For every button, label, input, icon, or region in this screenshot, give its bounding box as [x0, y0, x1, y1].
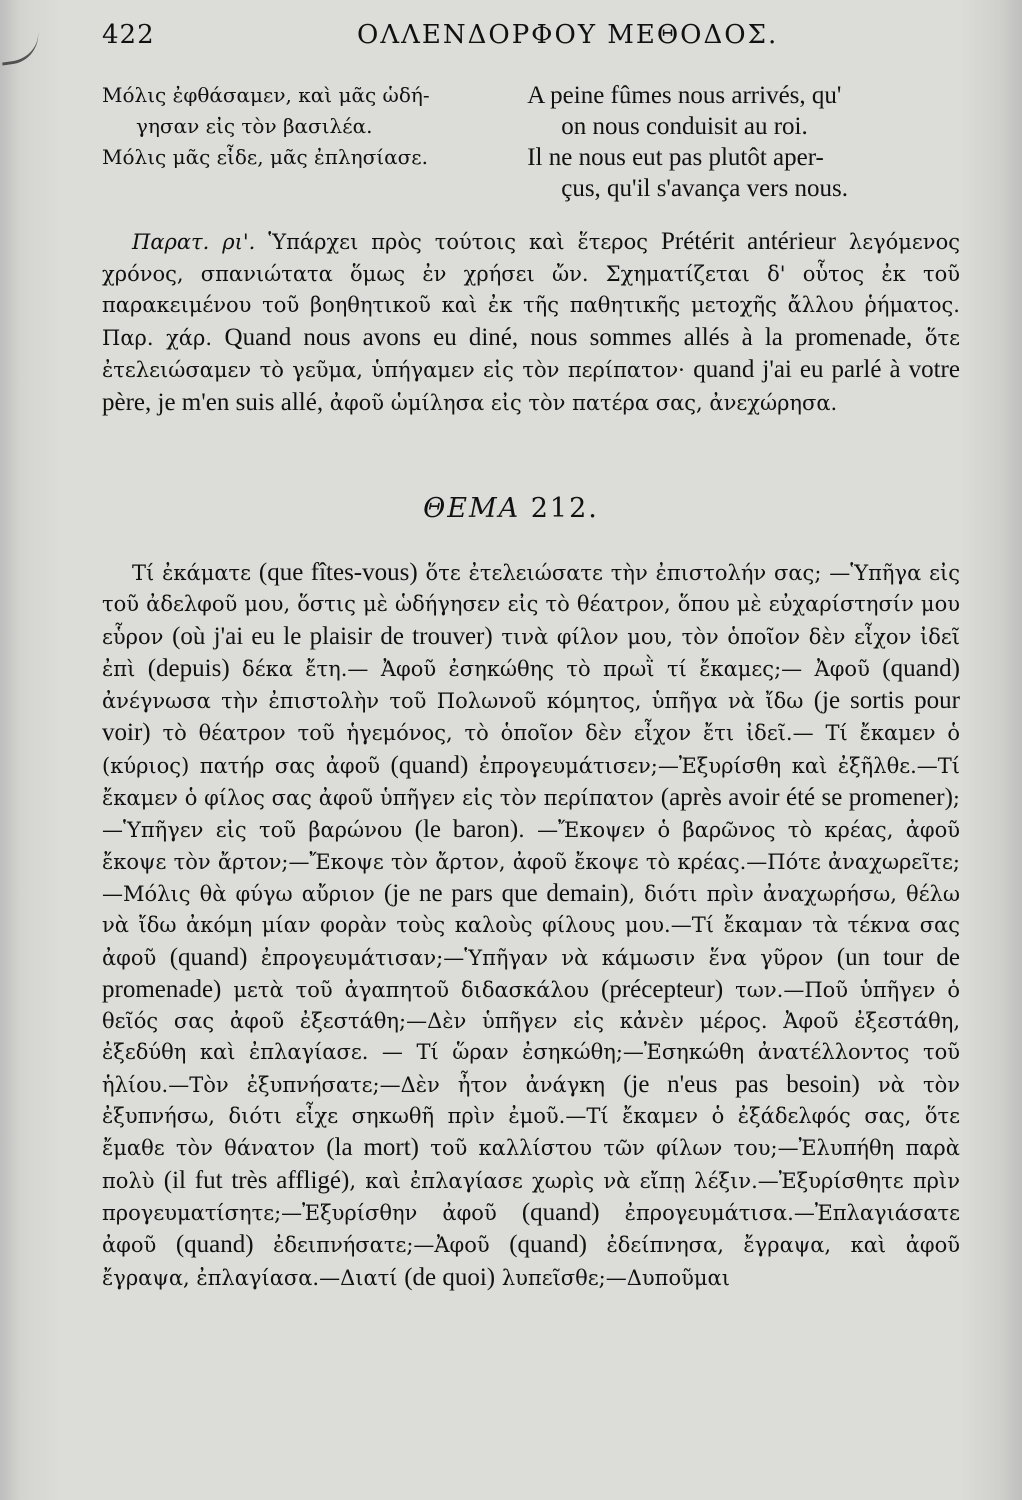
greek-line: Μόλις ἐφθάσαμεν, καὶ μᾶς ὡδή-: [102, 83, 430, 107]
theme-heading: [0, 493, 1022, 524]
french-gloss: (de quoi): [404, 1263, 496, 1291]
greek-column: [102, 80, 517, 142]
french-gloss: (quand): [390, 751, 469, 779]
note-label: Παρατ. ρι'.: [132, 230, 256, 254]
greek-line: Μόλις μᾶς εἶδε, μᾶς ἐπλησίασε.: [102, 145, 428, 169]
french-gloss: (après avoir été se promener): [660, 784, 953, 812]
theme-number: 212.: [530, 493, 599, 524]
greek-text: ἐδειπνήσατε;—Ἀφοῦ: [253, 1233, 510, 1258]
greek-text: , διότι πρὶν ἀναχωρήσω, θέλω νὰ ἴδω ἀκόμη μίαν φορὰν τοὺς καλοὺς φίλους μου.—Τί ἔκαμαν τὰ τέκνα σας ἀφοῦ: [102, 881, 961, 970]
french-gloss: (il fut très affligé): [163, 1166, 350, 1194]
greek-text: ἐπρογευμάτισεν;—Ἐξυρίσθη καὶ ἐξῆλθε.—Τί ἔκαμεν ὁ φίλος σας ἀφοῦ ὑπῆγεν εἰς τὸν περίπατον: [102, 753, 961, 811]
french-line: Il ne nous eut pas plutôt aper-: [527, 144, 824, 171]
french-column: [517, 142, 982, 204]
greek-text: ὅτε ἐτελειώσατε τὴν ἐπιστολήν σας; —Ὑπῆγα εἰς τοῦ ἀδελφοῦ μου, ὅστις μὲ ὡδήγησεν εἰς τὸ θέατρον, ὅπου μὲ εὐχαρίστησίν μου εὗρον: [102, 561, 960, 649]
french-gloss: (un tour de promenade): [102, 943, 960, 1003]
french-example: Quand nous avons eu diné, nous sommes allés à la promenade,: [224, 323, 913, 351]
french-line: çus, qu'il s'avança vers nous.: [561, 175, 848, 202]
french-gloss: (je sortis pour voir): [102, 687, 960, 747]
greek-text: των.—Ποῦ ὑπῆγεν ὁ θεῖός σας ἀφοῦ ἐξεστάθη;—Δὲν ὑπῆγεν εἰς κἀνὲν μέρος. Ἀφοῦ ἐξεστάθη, ἐξεδύθη καὶ ἐπλαγίασε. — Τί ὥραν ἐσηκώθη;—Ἐσηκώθη ἀνατέλλοντος τοῦ ἡλίου.—Τὸν ἐξυπνήσατε;—Δὲν ἦτον ἀνάγκη: [102, 977, 961, 1097]
theme-label: ΘΕΜΑ: [423, 493, 521, 524]
page-number: 422: [102, 20, 155, 50]
greek-text: δέκα ἔτη.— Ἀφοῦ ἐσηκώθης τὸ πρωῒ τί ἔκαμες;— Ἀφοῦ: [229, 656, 883, 681]
note-text: Ὑπάρχει πρὸς τούτοις καὶ ἕτερος: [255, 230, 661, 254]
greek-column: [102, 142, 517, 204]
bilingual-examples: [102, 80, 982, 204]
greek-text: ;—Ὑπῆγεν εἰς τοῦ βαρώνου: [102, 786, 960, 843]
french-example: quand j'ai eu parlé à votre père, je m'en suis allé,: [102, 356, 960, 416]
greek-text: τὸ θέατρον τοῦ ἡγεμόνος, τὸ ὁποῖον δὲν εἶχον ἔτι ἰδεῖ.— Τί ἔκαμεν ὁ (κύριος) πατήρ σας ἀφοῦ: [102, 721, 960, 778]
french-gloss: (je ne pars que demain): [383, 879, 629, 907]
french-gloss: (quand): [169, 943, 248, 971]
greek-text: . —Ἔκοψεν ὁ βαρῶνος τὸ κρέας, ἀφοῦ ἔκοψε τὸν ἄρτον;—Ἔκοψε τὸν ἄρτον, ἀφοῦ ἔκοψε τὸ κρέας.—Πότε ἀναχωρεῖτε;—Μόλις θὰ φύγω αὔριον: [102, 818, 960, 906]
grammar-note: [102, 226, 960, 419]
greek-line: γησαν εἰς τὸν βασιλέα.: [136, 114, 373, 138]
page-edge-mark: [0, 27, 42, 65]
greek-text: ἐδείπνησα, ἔγραψα, καὶ ἀφοῦ ἔγραψα, ἐπλαγίασα.—Διατί: [102, 1233, 960, 1290]
greek-text: Τί ἐκάματε: [132, 561, 259, 585]
french-gloss: (quand): [509, 1231, 587, 1259]
french-gloss: (quand): [175, 1231, 254, 1259]
greek-text: ἐπρογευμάτισα.—Ἐπλαγιάσατε ἀφοῦ: [102, 1200, 960, 1258]
french-gloss: (où j'ai eu le plaisir de trouver): [172, 622, 493, 650]
french-gloss: (je n'eus pas besoin): [623, 1070, 860, 1098]
french-gloss: (précepteur): [601, 975, 724, 1003]
greek-text: ἐπρογευμάτισαν;—Ὑπῆγαν νὰ κάμωσιν ἕνα γῦρον: [247, 945, 837, 970]
french-term: Prétérit antérieur: [660, 228, 836, 255]
french-gloss: (quand): [521, 1198, 600, 1226]
example-row: [102, 80, 982, 142]
running-title: ΟΛΛΕΝΔΟΡΦΟΥ ΜΕΘΟΔΟΣ.: [357, 20, 779, 50]
french-line: on nous conduisit au roi.: [561, 113, 808, 140]
french-gloss: (la mort): [326, 1134, 419, 1162]
exercise-text: [102, 557, 960, 1294]
french-gloss: (que fîtes-vous): [258, 559, 418, 586]
greek-text: τινὰ φίλον μου, τὸν ὁποῖον δὲν εἶχον ἰδεῖ ἐπὶ: [102, 624, 961, 681]
greek-text: μετὰ τοῦ ἀγαπητοῦ διδασκάλου: [221, 977, 602, 1002]
french-line: A peine fûmes nous arrivés, qu': [527, 82, 842, 109]
french-gloss: (depuis): [147, 654, 230, 682]
greek-text: νὰ τὸν ἐξυπνήσω, διότι εἶχε σηκωθῆ πρὶν ἐμοῦ.—Τί ἔκαμεν ὁ ἐξάδελφός σας, ὅτε ἔμαθε τὸν θάνατον: [102, 1072, 960, 1161]
note-text: ἀφοῦ ὡμίλησα εἰς τὸν πατέρα σας, ἀνεχώρησα.: [323, 390, 838, 415]
note-text: λεγόμενος χρόνος, σπανιώτατα ὅμως ἐν χρήσει ὤν. Σχηματίζεται δ' οὗτος ἐκ τοῦ παρακειμένου τοῦ βοηθητικοῦ καὶ ἐκ τῆς παθητικῆς μετοχῆς ἄλλου ῥήματος. Παρ. χάρ.: [102, 230, 960, 350]
example-row: [102, 142, 982, 204]
greek-text: ἀνέγνωσα τὴν ἐπιστολὴν τοῦ Πολωνοῦ κόμητος, ὑπῆγα νὰ ἴδω: [102, 689, 814, 714]
greek-text: λυπεῖσθε;—Δυποῦμαι: [495, 1265, 730, 1290]
french-gloss: (quand): [882, 654, 960, 682]
french-column: [517, 80, 982, 142]
french-gloss: (le baron): [414, 816, 519, 844]
running-head: [102, 20, 922, 60]
greek-text: τοῦ καλλίστου τῶν φίλων του;—Ἐλυπήθη παρὰ πολὺ: [102, 1136, 960, 1193]
greek-text: , καὶ ἐπλαγίασε χωρὶς νὰ εἴπῃ λέξιν.—Ἐξυρίσθητε πρὶν προγευματίσητε;—Ἐξυρίσθην ἀφοῦ: [102, 1168, 960, 1225]
note-text: ὅτε ἐτελειώσαμεν τὸ γεῦμα, ὑπήγαμεν εἰς τὸν περίπατον·: [102, 325, 961, 382]
